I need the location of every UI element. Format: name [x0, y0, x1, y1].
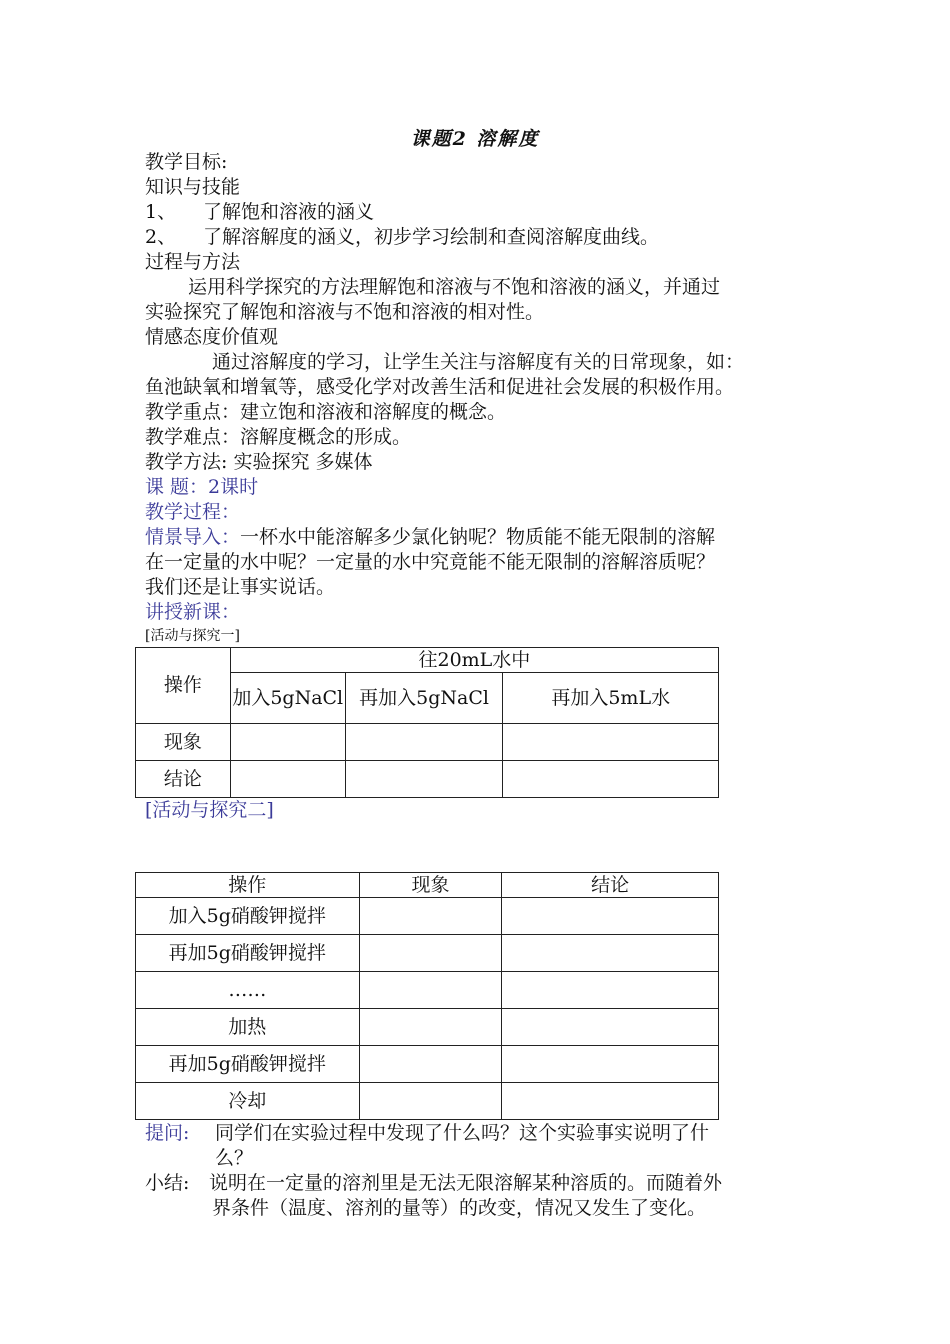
question-line-2: 么？ [215, 1147, 254, 1169]
table-cell [502, 1009, 719, 1046]
difficulty: 教学难点：溶解度概念的形成。 [145, 426, 412, 448]
process-label: 教学过程： [145, 501, 241, 523]
table1-group-header: 往20mL水中 [230, 648, 718, 673]
key-point: 教学重点：建立饱和溶液和溶解度的概念。 [145, 401, 507, 423]
intro-line-3: 我们还是让事实说话。 [145, 576, 336, 598]
table-cell [230, 724, 345, 761]
table2-row-operation: 再加5g硝酸钾搅拌 [136, 1046, 360, 1083]
table-cell [345, 761, 503, 798]
table2-row-operation: …… [136, 972, 360, 1009]
intro-line-2: 在一定量的水中呢？一定量的水中究竟能不能无限制的溶解溶质呢？ [145, 551, 716, 573]
intro-text: 一杯水中能溶解多少氯化钠呢？物质能不能无限制的溶解 [240, 526, 716, 548]
table-cell [359, 935, 502, 972]
summary-line-2: 界条件（温度、溶剂的量等）的改变，情况又发生了变化。 [212, 1197, 707, 1219]
table1-op-header: 操作 [136, 648, 231, 724]
question-label: 提问: [145, 1122, 190, 1144]
item-text: 了解溶解度的涵义，初步学习绘制和查阅溶解度曲线。 [203, 226, 660, 248]
table1-col1-header: 加入5gNaCl [230, 673, 345, 724]
knowledge-heading: 知识与技能 [145, 176, 241, 198]
table-cell [502, 1083, 719, 1120]
table-cell [345, 724, 503, 761]
table2-row-operation: 再加5g硝酸钾搅拌 [136, 935, 360, 972]
table2-row-operation: 加入5g硝酸钾搅拌 [136, 898, 360, 935]
process-text-line-2: 实验探究了解饱和溶液与不饱和溶液的相对性。 [145, 301, 545, 323]
summary-line-1 [145, 1171, 723, 1196]
intro-line-1 [145, 525, 715, 550]
table1-col2-header: 再加入5gNaCl [345, 673, 503, 724]
table-cell [359, 898, 502, 935]
emotion-heading: 情感态度价值观 [145, 326, 279, 348]
emotion-text-line-1: 通过溶解度的学习，让学生关注与溶解度有关的日常现象，如： [212, 351, 745, 373]
table2-header-conclusion: 结论 [502, 873, 719, 898]
table-cell [502, 898, 719, 935]
table2-header-phenomenon: 现象 [359, 873, 502, 898]
activity2-table [135, 872, 719, 1120]
table2-row-operation: 加热 [136, 1009, 360, 1046]
intro-label: 情景导入： [145, 526, 241, 548]
table1-row-conclusion: 结论 [136, 761, 231, 798]
table-cell [359, 1083, 502, 1120]
table1-row-phenomenon: 现象 [136, 724, 231, 761]
process-heading: 过程与方法 [145, 251, 241, 273]
activity2-label: [活动与探究二] [145, 799, 274, 821]
table-cell [502, 935, 719, 972]
teaching-method: 教学方法: 实验探究 多媒体 [145, 451, 373, 473]
knowledge-item-1 [145, 200, 374, 225]
table-cell [359, 972, 502, 1009]
item-number: 1、 [145, 201, 177, 223]
emotion-text-line-2: 鱼池缺氧和增氧等，感受化学对改善生活和促进社会发展的积极作用。 [145, 376, 735, 398]
table-cell [502, 972, 719, 1009]
periods: 课 题：2课时 [145, 476, 259, 498]
table-cell [359, 1046, 502, 1083]
new-lesson-label: 讲授新课： [145, 601, 241, 623]
process-text-line-1: 运用科学探究的方法理解饱和溶液与不饱和溶液的涵义，并通过 [188, 276, 721, 298]
table-cell [503, 761, 719, 798]
table-cell [359, 1009, 502, 1046]
lesson-title: 课题2 溶解度 [410, 128, 540, 150]
table-cell [503, 724, 719, 761]
table2-row-operation: 冷却 [136, 1083, 360, 1120]
objectives-heading: 教学目标: [145, 151, 228, 173]
summary-text: 说明在一定量的溶剂里是无法无限溶解某种溶质的。而随着外 [209, 1172, 723, 1194]
knowledge-item-2 [145, 225, 659, 250]
activity1-table [135, 647, 719, 798]
table-cell [502, 1046, 719, 1083]
table-cell [230, 761, 345, 798]
item-number: 2、 [145, 226, 177, 248]
activity1-label: [活动与探究一] [145, 628, 240, 644]
question-text: 同学们在实验过程中发现了什么吗？这个实验事实说明了什 [215, 1122, 710, 1144]
table2-header-operation: 操作 [136, 873, 360, 898]
item-text: 了解饱和溶液的涵义 [203, 201, 375, 223]
table1-col3-header: 再加入5mL水 [503, 673, 719, 724]
summary-label: 小结: [145, 1172, 190, 1194]
question-line-1 [145, 1121, 710, 1146]
